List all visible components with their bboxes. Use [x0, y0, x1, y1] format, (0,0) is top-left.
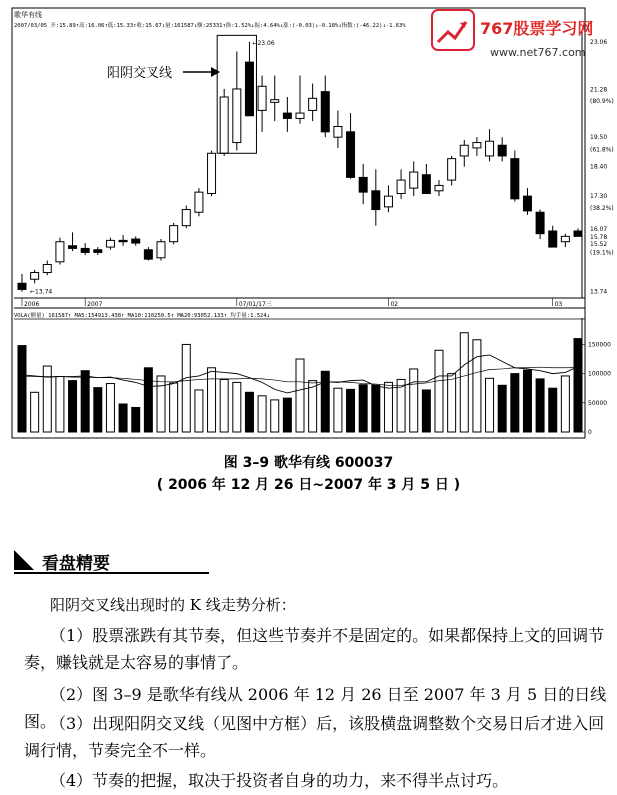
- volume-bar: [94, 388, 102, 432]
- volume-tick-label: 50000: [588, 399, 608, 407]
- candle-body: [334, 126, 342, 137]
- info-line: 2007/03/05 开:15.89↑高:16.06↑低:15.33↑收:15.67↓量:161587↓额:25331↑换:1.52%↓振:4.64%↓涨:(-0.03)↓-0.18%↓指数:(-46.22)↓-1.63%: [14, 23, 406, 29]
- y-tick-label: (80.9%): [590, 98, 614, 106]
- volume-bar: [220, 379, 228, 432]
- site-logo: [430, 8, 610, 66]
- candle-body: [208, 153, 216, 193]
- candle-body: [182, 210, 190, 226]
- box-high-label: ←23.06: [252, 39, 275, 47]
- volume-bar: [435, 350, 443, 432]
- volume-bar: [410, 369, 418, 432]
- y-tick-label: (61.8%): [590, 146, 614, 154]
- candle-body: [296, 113, 304, 118]
- candle-body: [359, 177, 367, 192]
- candle-body: [119, 240, 127, 241]
- figure-range: ( 2006 年 12 月 26 日~2007 年 3 月 5 日 ): [156, 477, 461, 493]
- y-tick-label: 17.30: [590, 193, 608, 201]
- volume-bar: [208, 368, 216, 432]
- arrow-label: 阳阴交叉线: [107, 66, 173, 81]
- figure-title: 图 3–9 歌华有线 600037: [223, 455, 394, 471]
- y-tick-label: 15.52: [590, 240, 608, 248]
- candle-body: [258, 86, 266, 110]
- volume-bar: [56, 377, 64, 432]
- volume-bar: [69, 381, 77, 432]
- volume-bar: [473, 340, 481, 432]
- candle-body: [422, 175, 430, 194]
- candle-body: [18, 283, 26, 289]
- volume-bar: [245, 392, 253, 432]
- volume-bar: [574, 339, 582, 432]
- volume-bar: [157, 376, 165, 432]
- candle-body: [132, 239, 140, 243]
- candle-body: [56, 242, 64, 262]
- section-heading: [14, 548, 214, 574]
- candle-body: [372, 191, 380, 210]
- volume-bar: [31, 392, 39, 432]
- volume-bar: [43, 366, 51, 432]
- candle-body: [233, 89, 241, 143]
- volume-bar: [258, 396, 266, 432]
- y-tick-label: 23.06: [590, 38, 608, 46]
- volume-bar: [347, 389, 355, 432]
- volume-bar: [18, 346, 26, 432]
- volume-bar: [233, 382, 241, 432]
- y-tick-label: 13.74: [590, 288, 608, 296]
- volume-bar: [536, 379, 544, 432]
- volume-bar: [321, 371, 329, 432]
- candle-body: [486, 141, 494, 156]
- y-tick-label: 18.40: [590, 163, 608, 171]
- paragraph-4: （4）节奏的把握，取决于投资者自身的功力，来不得半点讨巧。: [50, 771, 509, 790]
- x-tick-label: 2007: [87, 301, 103, 308]
- candle-body: [435, 185, 443, 190]
- y-tick-label: 15.78: [590, 233, 608, 241]
- logo-url: www.net767.com: [490, 46, 586, 59]
- volume-bar: [486, 378, 494, 432]
- candle-body: [410, 172, 418, 188]
- candle-body: [106, 240, 114, 247]
- volume-bar: [170, 383, 178, 432]
- volume-bar: [422, 390, 430, 432]
- paragraph-1: （1）股票涨跌有其节奏，但这些节奏并不是固定的。如果都保持上文的回调节奏，赚钱就是太容易的事情了。: [24, 626, 605, 672]
- candle-body: [69, 246, 77, 249]
- paragraph-2: （2）图 3–9 是歌华有线从 2006 年 12 月 26 日至 2007 年 3 月 5 日的日线图。: [24, 685, 607, 731]
- candle-body: [511, 159, 519, 199]
- volume-bar: [283, 398, 291, 432]
- volume-bar: [511, 374, 519, 432]
- candle-body: [245, 62, 253, 116]
- volume-bar: [523, 370, 531, 432]
- candle-body: [170, 226, 178, 242]
- volume-bar: [384, 382, 392, 432]
- volume-bar: [132, 407, 140, 432]
- candle-body: [220, 97, 228, 153]
- volume-bar: [106, 384, 114, 432]
- volume-header: VOLA(额量) 161587↑ MA5:154913.438↑ MA10:110250.5↑ MA20:93052.133↑ 均手量:1.524↓: [14, 313, 270, 319]
- y-tick-label: (38.2%): [590, 205, 614, 213]
- volume-tick-label: 0: [588, 429, 592, 436]
- candle-body: [81, 248, 89, 252]
- candle-body: [448, 159, 456, 180]
- candle-body: [384, 196, 392, 207]
- candle-body: [283, 113, 291, 118]
- x-tick-label: 03: [554, 301, 563, 308]
- y-tick-label: (19.1%): [590, 249, 614, 257]
- x-tick-label: 07/01/17三: [238, 301, 272, 308]
- volume-tick-label: 150000: [588, 341, 611, 349]
- low-value-label: ←13.74: [30, 288, 53, 296]
- paragraph-3: （3）出现阳阴交叉线（见图中方框）后，该股横盘调整数个交易日后才进入回调行情，节奏完全不一样。: [24, 714, 605, 760]
- section-triangle-icon: [14, 550, 34, 570]
- candle-body: [549, 231, 557, 247]
- candle-body: [574, 231, 582, 236]
- x-tick-label: 02: [390, 301, 399, 308]
- y-tick-label: 19.50: [590, 134, 608, 142]
- candle-body: [460, 145, 468, 156]
- x-tick-label: 2006: [24, 301, 40, 308]
- volume-bar: [448, 374, 456, 432]
- volume-bar: [334, 388, 342, 432]
- volume-bar: [119, 404, 127, 432]
- logo-badge: [432, 10, 474, 50]
- volume-bar: [549, 388, 557, 432]
- stock-name: 歌华有线: [14, 11, 42, 19]
- candle-body: [321, 92, 329, 132]
- candle-body: [561, 236, 569, 241]
- volume-bar: [195, 390, 203, 432]
- candle-body: [157, 242, 165, 258]
- candle-body: [473, 143, 481, 148]
- volume-bar: [561, 376, 569, 432]
- logo-title: 767股票学习网: [480, 19, 594, 38]
- volume-bar: [498, 385, 506, 432]
- volume-bar: [182, 344, 190, 432]
- section-rule: [14, 572, 209, 574]
- volume-bar: [271, 400, 279, 432]
- volume-bar: [359, 385, 367, 432]
- candle-body: [347, 132, 355, 178]
- candle-body: [43, 265, 51, 273]
- paragraph-intro: 阳阴交叉线出现时的 K 线走势分析：: [50, 596, 296, 614]
- candle-body: [31, 273, 39, 280]
- candle-body: [94, 250, 102, 253]
- candle-body: [144, 250, 152, 259]
- candle-body: [397, 180, 405, 193]
- candle-body: [536, 212, 544, 233]
- volume-bar: [296, 359, 304, 432]
- candle-body: [271, 100, 279, 103]
- candle-body: [498, 145, 506, 156]
- candle-body: [523, 196, 531, 211]
- volume-bar: [309, 381, 317, 432]
- candle-body: [309, 98, 317, 110]
- candle-body: [195, 192, 203, 212]
- volume-bar: [144, 368, 152, 432]
- y-tick-label: 16.07: [590, 226, 608, 234]
- volume-bar: [372, 385, 380, 432]
- y-tick-label: 21.28: [590, 86, 608, 94]
- volume-bar: [460, 333, 468, 432]
- volume-bar: [81, 371, 89, 432]
- volume-tick-label: 100000: [588, 370, 611, 378]
- section-title: 看盘精要: [42, 554, 110, 574]
